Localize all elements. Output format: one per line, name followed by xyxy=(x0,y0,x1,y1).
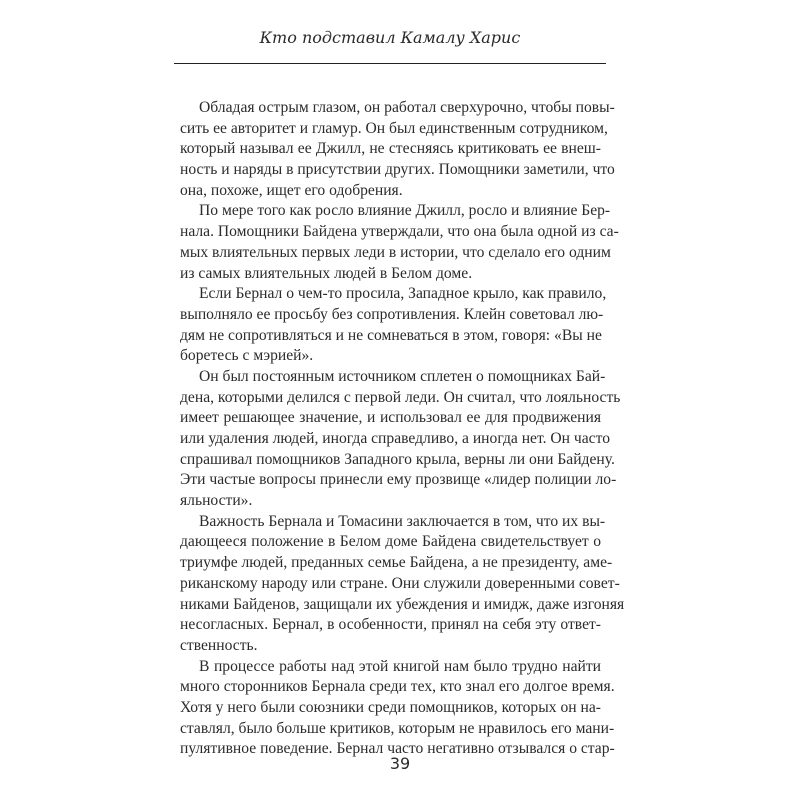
text-line: ственность. xyxy=(180,636,258,654)
text-line: ставлял, было больше критиков, которым не нравилось его мани- xyxy=(180,719,615,737)
text-line: В процессе работы над этой книгой нам было трудно найти xyxy=(199,657,601,675)
text-line: Он был постоянным источником сплетен о помощниках Бай- xyxy=(199,367,606,385)
paragraph xyxy=(180,98,615,201)
text-line: дающееся положение в Белом доме Байдена свидетельствует о xyxy=(180,533,601,551)
page-number: 39 xyxy=(389,754,411,773)
text-line: дям не сопротивляться и не сомневаться в этом, говоря: «Вы не xyxy=(180,326,602,344)
text-line: нала. Помощники Байдена утверждали, что она была одной из са- xyxy=(180,223,619,241)
text-line: боретесь с мэрией». xyxy=(180,347,314,365)
text-line: много сторонников Бернала среди тех, кто знал его долгое время. xyxy=(180,678,615,696)
text-line: мых влиятельных первых леди в истории, что сделало его одним xyxy=(180,243,611,261)
text-line: сить ее авторитет и гламур. Он был единственным сотрудником, xyxy=(180,119,608,137)
body-text xyxy=(180,98,625,760)
running-header: Кто подставил Камалу Харис xyxy=(259,28,521,47)
text-line: яльности». xyxy=(180,492,253,510)
paragraph xyxy=(180,367,621,512)
text-line: триумфе людей, преданных семье Байдена, а не президенту, аме- xyxy=(180,554,613,572)
text-line: или удаления людей, иногда справедливо, а иногда нет. Он часто xyxy=(180,430,610,447)
text-line: Если Бернал о чем-то просила, Западное крыло, как правило, xyxy=(199,285,607,303)
text-line: выполняло ее просьбу без сопротивления. Клейн советовал лю- xyxy=(180,305,604,323)
text-line: Важность Бернала и Томасини заключается в том, что их вы- xyxy=(199,512,606,530)
text-line: из самых влиятельных людей в Белом доме. xyxy=(180,264,473,282)
paragraph xyxy=(180,201,619,284)
text-line: который называл ее Джилл, не стесняясь критиковать ее внеш- xyxy=(180,140,601,158)
text-line: риканскому народу или стране. Они служили доверенными совет- xyxy=(180,574,620,592)
text-line: несогласных. Бернал, в особенности, принял на себя эту ответ- xyxy=(180,616,601,634)
paragraph xyxy=(180,284,607,367)
paragraph xyxy=(180,657,615,760)
text-line: дена, которыми делился с первой леди. Он считал, что лояльность xyxy=(180,388,621,406)
text-line: никами Байденов, защищали их убеждения и имидж, даже изгоняя xyxy=(180,595,625,613)
text-line: Хотя у него были союзники среди помощников, которых он на- xyxy=(180,698,601,716)
text-line: имеет решающее значение, и использовал ее для продвижения xyxy=(180,409,601,427)
text-line: Эти частые вопросы принесли ему прозвище «лидер полиции ло- xyxy=(180,471,617,489)
text-line: спрашивал помощников Западного крыла, верны ли они Байдену. xyxy=(180,450,615,468)
text-line: Обладая острым глазом, он работал сверхурочно, чтобы повы- xyxy=(199,99,615,116)
text-line: она, похоже, ищет его одобрения. xyxy=(180,181,403,199)
header-rule xyxy=(174,63,606,64)
text-line: По мере того как росло влияние Джилл, росло и влияние Бер- xyxy=(199,202,611,220)
paragraph xyxy=(180,512,625,657)
text-line: ность и наряды в присутствии других. Помощники заметили, что xyxy=(180,161,615,179)
text-line: пулятивное поведение. Бернал часто негативно отзывался о стар- xyxy=(180,740,615,758)
